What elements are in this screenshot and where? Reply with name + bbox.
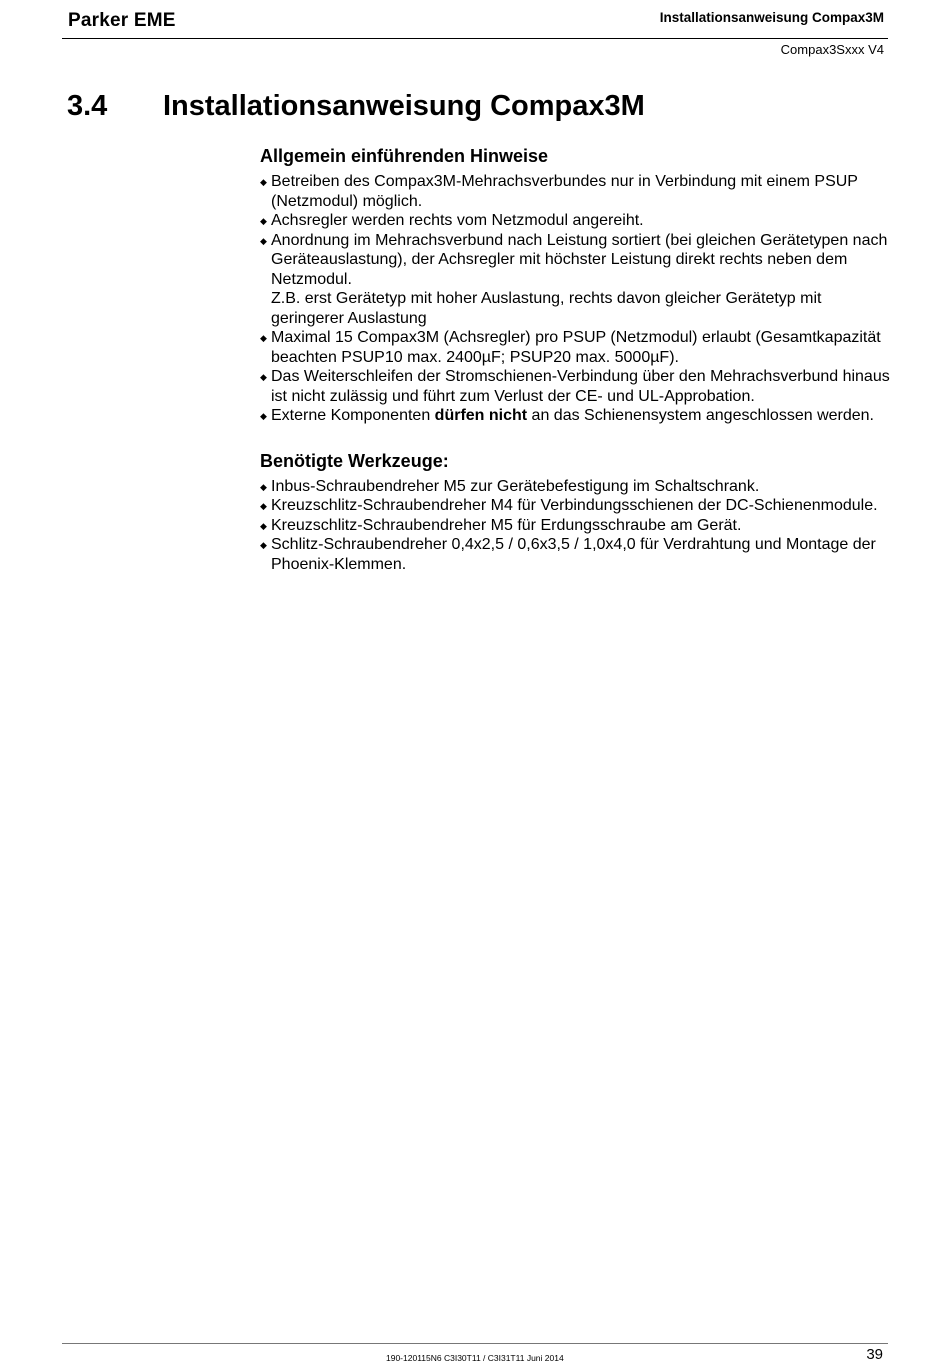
diamond-bullet-icon: ◆ xyxy=(260,501,267,511)
section-title: Installationsanweisung Compax3M xyxy=(163,90,645,122)
diamond-bullet-icon: ◆ xyxy=(260,411,267,421)
footer-document-code: 190-120115N6 C3I30T11 / C3I31T11 Juni 2014 xyxy=(386,1353,564,1363)
list-item-text: Kreuzschlitz-Schraubendreher M4 für Verbindungsschienen der DC-Schienenmodule. xyxy=(271,497,878,514)
example-text: Z.B. erst Gerätetyp mit hoher Auslastung, rechts davon gleicher Gerätetyp mit geringerer Auslastung xyxy=(271,290,822,327)
list-item xyxy=(260,211,890,231)
content xyxy=(260,144,890,574)
section-number: 3.4 xyxy=(67,90,108,122)
general-list xyxy=(260,172,890,426)
diamond-bullet-icon: ◆ xyxy=(260,235,267,246)
list-item xyxy=(260,496,890,516)
list-item xyxy=(260,477,890,497)
list-item-text: Achsregler werden rechts vom Netzmodul angereiht. xyxy=(271,212,644,229)
list-item xyxy=(260,367,890,406)
list-item-text: Schlitz-Schraubendreher 0,4x2,5 / 0,6x3,5 / 1,0x4,0 für Verdrahtung und Montage der Phoenix-Klemmen. xyxy=(271,536,876,573)
diamond-bullet-icon: ◆ xyxy=(260,540,267,550)
header-rule xyxy=(62,38,888,39)
list-item xyxy=(260,406,890,426)
external-text-bold: dürfen nicht xyxy=(434,407,528,424)
diamond-bullet-icon: ◆ xyxy=(260,333,267,343)
diamond-bullet-icon: ◆ xyxy=(260,372,267,382)
list-item xyxy=(260,328,890,367)
diamond-bullet-icon: ◆ xyxy=(260,520,267,531)
document-title: Installationsanweisung Compax3M xyxy=(659,10,884,25)
list-item xyxy=(260,231,890,329)
list-item xyxy=(260,172,890,211)
page-number: 39 xyxy=(866,1346,883,1363)
list-item-text: Anordnung im Mehrachsverbund nach Leistung sortiert (bei gleichen Gerätetypen nach Geräteauslastung), der Achsregler mit höchster Leistung direkt rechts neben dem Netzmodul. xyxy=(271,231,888,288)
tools-list xyxy=(260,477,890,575)
external-text-pre: Externe Komponenten xyxy=(271,407,435,424)
diamond-bullet-icon: ◆ xyxy=(260,216,267,226)
list-item-text: Maximal 15 Compax3M (Achsregler) pro PSUP (Netzmodul) erlaubt (Gesamtkapazität beachten PSUP10 max. 2400µF; PSUP20 max. 5000µF). xyxy=(271,329,881,366)
section-heading xyxy=(67,90,645,123)
general-heading: Allgemein einführenden Hinweise xyxy=(260,146,549,166)
product-name: Compax3Sxxx V4 xyxy=(780,42,884,57)
external-text-post: an das Schienensystem angeschlossen werden. xyxy=(527,407,874,424)
list-item xyxy=(260,516,890,536)
footer-rule xyxy=(62,1343,888,1344)
diamond-bullet-icon: ◆ xyxy=(260,481,267,492)
list-item xyxy=(260,535,890,574)
company-name: Parker EME xyxy=(68,10,176,31)
list-item-text: Inbus-Schraubendreher M5 zur Gerätebefestigung im Schaltschrank. xyxy=(271,477,760,495)
diamond-bullet-icon: ◆ xyxy=(260,177,267,187)
list-item-text: Betreiben des Compax3M-Mehrachsverbundes nur in Verbindung mit einem PSUP (Netzmodul) möglich. xyxy=(271,173,858,210)
list-item-text: Kreuzschlitz-Schraubendreher M5 für Erdungsschraube am Gerät. xyxy=(271,516,742,534)
tools-heading: Benötigte Werkzeuge: xyxy=(260,450,449,471)
list-item-text: Das Weiterschleifen der Stromschienen-Verbindung über den Mehrachsverbund hinaus ist nicht zulässig und führt zum Verlust der CE- und UL-Approbation. xyxy=(271,368,890,405)
